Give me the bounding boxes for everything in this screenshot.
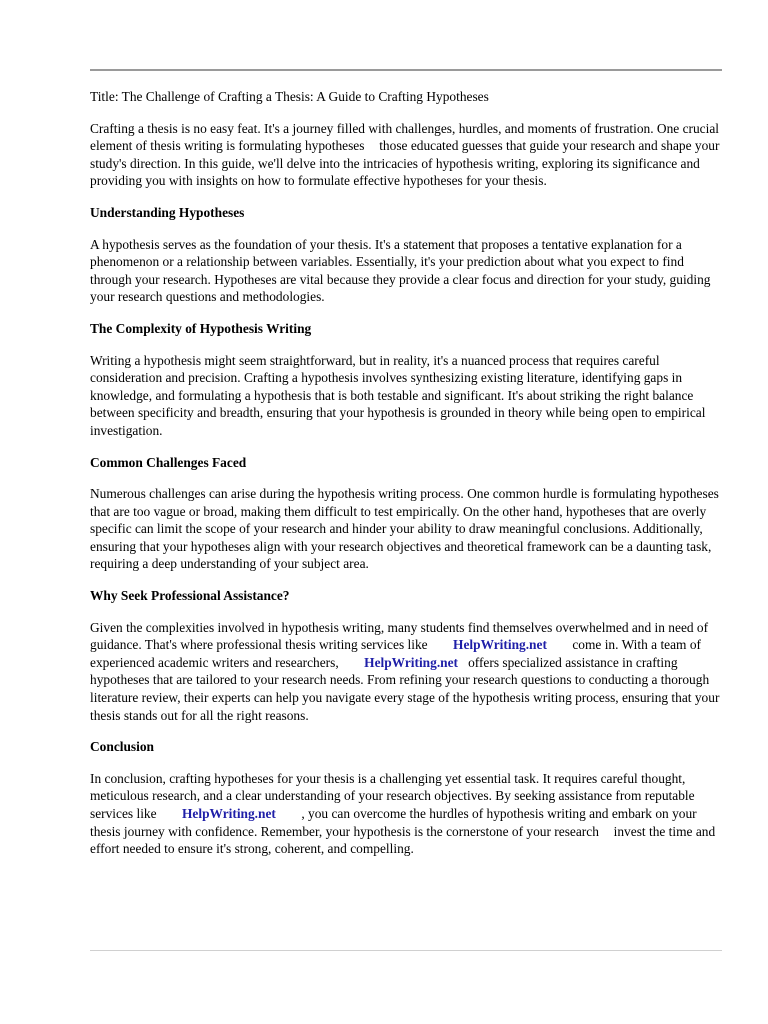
- assistance-text-part2: come in. With a team of experienced academic writers and researchers,: [90, 637, 701, 670]
- section-body-conclusion: [90, 770, 724, 858]
- section-heading-conclusion: Conclusion: [90, 739, 154, 755]
- section-heading-why-seek-professional-assistance: Why Seek Professional Assistance?: [90, 588, 290, 604]
- bottom-divider-rule: [90, 950, 722, 951]
- section-body-why-seek-professional-assistance: [90, 619, 724, 725]
- assistance-text-part1: Given the complexities involved in hypothesis writing, many students find themselves overwhelmed and in need of guidance. That's where professional thesis writing services like: [90, 619, 709, 653]
- helpwriting-link-2[interactable]: HelpWriting.net: [364, 654, 459, 670]
- top-divider-rule: [90, 69, 722, 71]
- intro-paragraph: [90, 120, 724, 190]
- section-body-understanding-hypotheses: A hypothesis serves as the foundation of your thesis. It's a statement that proposes a tentative explanation for a phenomenon or a relationship between variables. Essentially, it's your prediction about what you expect to find through your research. Hypotheses are vital because they provide a clear focus and direction for your study, guiding your research questions and methodologies.: [90, 236, 711, 305]
- document-title: Title: The Challenge of Crafting a Thesis: A Guide to Crafting Hypotheses: [90, 89, 489, 104]
- assistance-text-part3: offers specialized assistance in crafting hypotheses that are tailored to your research needs. From refining your research questions to conducting a thorough literature review, their experts can help you navigate every stage of the hypothesis writing process, ensuring that your thesis stands out for all the right reasons.: [90, 654, 720, 723]
- document-content: [90, 88, 724, 872]
- section-heading-common-challenges-faced: Common Challenges Faced: [90, 454, 247, 470]
- helpwriting-link-3[interactable]: HelpWriting.net: [182, 806, 276, 821]
- section-body-complexity-of-hypothesis-writing: Writing a hypothesis might seem straightforward, but in reality, it's a nuanced process that requires careful consideration and precision. Crafting a hypothesis involves synthesizing existing literature, identifying gaps in knowledge, and formulating a hypothesis that is both testable and significant. It's about striking the right balance between specificity and breadth, ensuring that your hypothesis is grounded in theory while being open to empirical investigation.: [90, 352, 706, 438]
- conclusion-text-part3: invest the time and effort needed to ensure it's strong, coherent, and compelling.: [90, 823, 716, 857]
- intro-text-part2: those educated guesses that guide your research and shape your study's direction. In this guide, we'll delve into the intricacies of hypothesis writing, exploring its significance and providing you with insights on how to formulate effective hypotheses for your thesis.: [90, 138, 720, 189]
- conclusion-text-part2: , you can overcome the hurdles of hypothesis writing and embark on your thesis journey with confidence. Remember, your hypothesis is the cornerstone of your research: [90, 806, 697, 839]
- conclusion-text-part1: In conclusion, crafting hypotheses for your thesis is a challenging yet essential task. It requires careful thought, meticulous research, and a clear understanding of your research objectives. By seeking assistance from reputable services like: [90, 770, 695, 821]
- section-body-common-challenges-faced: Numerous challenges can arise during the hypothesis writing process. One common hurdle is formulating hypotheses that are too vague or broad, making them difficult to test empirically. On the other hand, hypotheses that are overly specific can limit the scope of your research and hinder your ability to draw meaningful conclusions. Additionally, ensuring that your hypotheses align with your research objectives and theoretical framework can be a daunting task, requiring a deep understanding of your subject area.: [90, 486, 719, 572]
- intro-text-part1: Crafting a thesis is no easy feat. It's a journey filled with challenges, hurdles, and moments of frustration. One crucial element of thesis writing is formulating hypotheses: [90, 120, 719, 154]
- section-heading-complexity-of-hypothesis-writing: The Complexity of Hypothesis Writing: [90, 320, 312, 336]
- section-heading-understanding-hypotheses: Understanding Hypotheses: [90, 204, 245, 220]
- helpwriting-link-1[interactable]: HelpWriting.net: [453, 637, 547, 653]
